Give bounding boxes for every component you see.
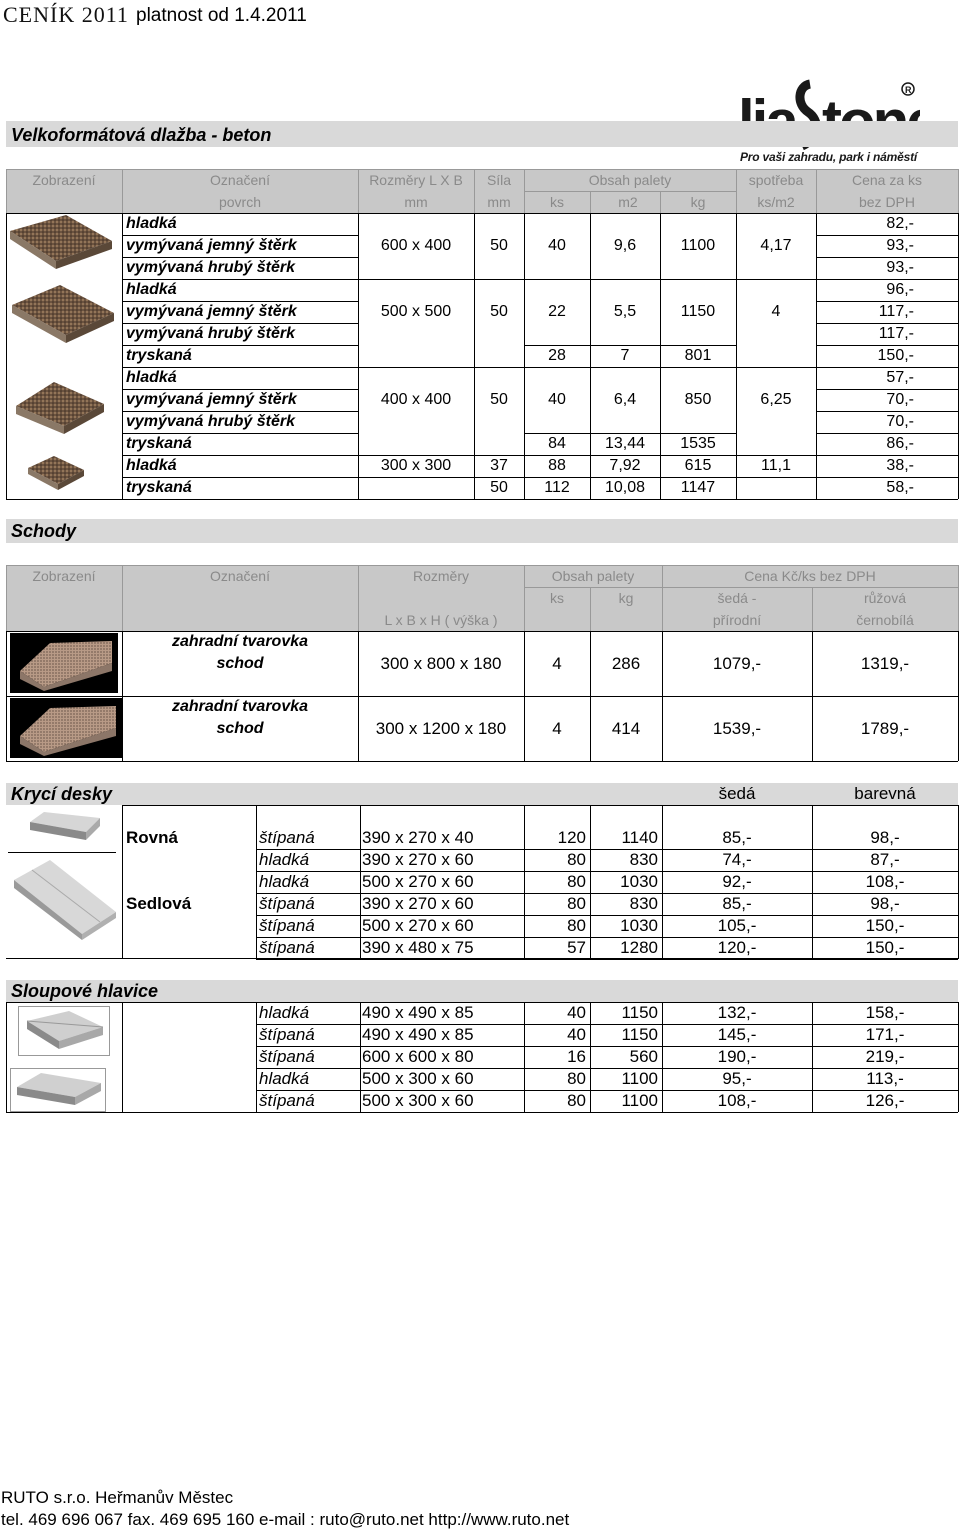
grid-line <box>256 1090 958 1091</box>
row-value: 1147 <box>680 479 716 496</box>
grid-line <box>958 805 959 959</box>
header-cell: ks <box>550 590 564 606</box>
coping-row-value: 500 x 270 x 60 <box>362 916 474 935</box>
coping-row-value: 150,- <box>865 938 905 957</box>
row-value: 6,25 <box>760 391 792 408</box>
grid-line <box>6 1112 958 1113</box>
grid-line <box>958 1002 959 1112</box>
grid-line <box>122 389 358 390</box>
coping-row-value: hladká <box>259 850 310 869</box>
grid-line <box>256 1068 958 1069</box>
header-divider <box>590 587 591 631</box>
step-stone-image <box>10 698 122 758</box>
post-cap-row-value: štípaná <box>259 1025 315 1044</box>
step-ks: 4 <box>552 654 562 673</box>
grid-line <box>122 345 358 346</box>
grid-line <box>256 1024 958 1025</box>
row-value: 22 <box>548 303 566 320</box>
grid-line <box>958 631 959 761</box>
grid-line <box>816 279 958 280</box>
grid-line <box>122 323 358 324</box>
row-value: 500 x 500 <box>380 303 452 320</box>
row-value: 6,4 <box>613 391 637 408</box>
grid-line <box>6 631 958 632</box>
grid-line <box>6 761 958 762</box>
grid-line <box>590 1002 591 1112</box>
grid-line <box>122 1002 123 1112</box>
grid-line <box>6 696 958 697</box>
header-divider <box>590 191 591 213</box>
coping-row-value: 85,- <box>722 828 752 847</box>
grid-line <box>6 213 7 499</box>
header-cell: černobílá <box>856 612 914 628</box>
grid-line <box>474 213 475 499</box>
grid-line <box>662 1002 663 1112</box>
post-cap-row-value: 219,- <box>865 1047 905 1066</box>
header-divider <box>660 191 661 213</box>
grid-line <box>256 959 958 960</box>
grid-line <box>524 805 525 959</box>
step-dim: 300 x 1200 x 180 <box>375 719 507 738</box>
post-cap-row-value: 158,- <box>865 1003 905 1022</box>
logo-tagline: Pro vaši zahradu, park i náměstí <box>740 150 918 164</box>
grid-line <box>816 235 958 236</box>
grid-line <box>122 367 358 368</box>
coping-row-value: 1140 <box>621 828 658 847</box>
header-divider <box>816 169 817 213</box>
coping-col-colour: barevná <box>854 784 916 803</box>
grid-line <box>122 301 358 302</box>
header-divider <box>662 565 663 631</box>
coping-col-grey: šedá <box>718 784 756 803</box>
section-title-steps: Schody <box>11 521 77 541</box>
header-divider <box>358 565 359 631</box>
grid-line <box>524 433 736 434</box>
grid-line <box>816 367 958 368</box>
grid-line <box>256 1046 958 1047</box>
grid-line <box>816 411 958 412</box>
post-cap-image <box>18 1006 110 1056</box>
grid-line <box>256 871 958 872</box>
header-cell: Zobrazení <box>32 568 96 584</box>
grid-line <box>8 852 116 853</box>
header-divider <box>958 169 959 213</box>
header-divider <box>958 565 959 631</box>
grid-line <box>816 499 958 500</box>
grid-line <box>590 213 591 499</box>
post-cap-row-value: 108,- <box>717 1091 757 1110</box>
header-cell: m2 <box>618 194 638 210</box>
grid-line <box>122 257 358 258</box>
step-price-pink: 1319,- <box>860 654 910 673</box>
grid-line <box>524 345 736 346</box>
post-cap-row-value: 500 x 300 x 60 <box>362 1091 474 1110</box>
grid-line <box>122 279 358 280</box>
header-cell: Obsah palety <box>588 172 672 188</box>
header-cell: kg <box>618 590 634 606</box>
grid-line <box>122 499 358 500</box>
step-kg: 414 <box>611 719 641 738</box>
row-value: 50 <box>490 391 508 408</box>
row-value: 7,92 <box>609 457 641 474</box>
page-header-validity: platnost od 1.4.2011 <box>136 5 307 26</box>
grid-line <box>816 477 958 478</box>
row-value: 7 <box>620 347 630 364</box>
post-cap-row-value: 126,- <box>865 1091 905 1110</box>
header-divider <box>6 169 7 213</box>
step-price-grey: 1539,- <box>712 719 762 738</box>
row-value: 84 <box>548 435 566 452</box>
grid-line <box>816 257 958 258</box>
grid-line <box>256 1002 257 1112</box>
coping-row-value: 1030 <box>620 872 658 891</box>
coping-row-value: 830 <box>629 894 658 913</box>
section-bar-steps <box>6 519 958 543</box>
grid-line <box>358 213 359 499</box>
post-cap-row-value: štípaná <box>259 1047 315 1066</box>
post-cap-row-value: 190,- <box>717 1047 757 1066</box>
coping-row-value: 80 <box>567 894 586 913</box>
post-cap-row-value: 80 <box>567 1069 586 1088</box>
grid-line <box>812 805 813 959</box>
row-value: 850 <box>684 391 712 408</box>
grid-line <box>122 411 358 412</box>
svg-text:R: R <box>905 85 912 95</box>
coping-row-value: 85,- <box>722 894 752 913</box>
row-value: 13,44 <box>604 435 646 452</box>
grid-line <box>122 213 123 499</box>
row-value: 1100 <box>680 237 716 254</box>
grid-line <box>6 499 122 500</box>
grid-line <box>6 958 958 959</box>
header-divider <box>524 565 525 631</box>
coping-row-value: 98,- <box>870 828 900 847</box>
row-value: 10,08 <box>604 479 646 496</box>
row-value: 615 <box>684 457 712 474</box>
post-cap-row-value: 600 x 600 x 80 <box>362 1047 474 1066</box>
coping-row-value: 390 x 480 x 75 <box>362 938 474 957</box>
header-cell: ks <box>550 194 564 210</box>
step-name: schod <box>216 720 264 737</box>
header-cell: Označení <box>210 172 270 188</box>
coping-row-value: 1030 <box>620 916 658 935</box>
row-value: 37 <box>490 457 508 474</box>
row-value: 58,- <box>886 479 914 496</box>
post-cap-row-value: 171,- <box>865 1025 905 1044</box>
paving-stone-image <box>8 213 114 273</box>
grid-line <box>122 213 358 214</box>
grid-line <box>122 477 358 478</box>
post-cap-row-value: 16 <box>567 1047 586 1066</box>
coping-row-value: hladká <box>259 872 310 891</box>
row-value: 4 <box>771 303 781 320</box>
grid-line <box>256 805 257 959</box>
header-divider <box>812 587 813 631</box>
post-cap-row-value: 145,- <box>717 1025 757 1044</box>
step-name: schod <box>216 655 264 672</box>
coping-row-value: 74,- <box>722 850 752 869</box>
row-surface: vymývaná jemný štěrk <box>126 391 297 408</box>
row-value: 112 <box>544 479 570 496</box>
grid-line <box>358 455 816 456</box>
header-cell: ks/m2 <box>757 194 795 210</box>
grid-line <box>122 805 123 959</box>
grid-line <box>360 805 361 959</box>
row-value: 70,- <box>886 391 914 408</box>
row-surface: hladká <box>126 281 177 298</box>
post-cap-row-value: štípaná <box>259 1091 315 1110</box>
coping-row-value: 390 x 270 x 60 <box>362 850 474 869</box>
coping-image <box>28 810 102 848</box>
grid-line <box>662 805 663 959</box>
coping-row-value: 57 <box>567 938 586 957</box>
header-divider <box>474 169 475 213</box>
grid-line <box>122 235 358 236</box>
header-cell: Označení <box>210 568 270 584</box>
grid-line <box>524 213 525 499</box>
grid-line <box>358 279 816 280</box>
coping-row-value: štípaná <box>259 894 315 913</box>
header-cell: Rozměry L X B <box>369 172 463 188</box>
coping-row-value: 830 <box>629 850 658 869</box>
grid-line <box>122 455 358 456</box>
row-value: 93,- <box>886 237 914 254</box>
header-line <box>6 565 958 566</box>
post-cap-row-value: 1100 <box>621 1091 658 1110</box>
grid-line <box>660 213 661 499</box>
row-surface: tryskaná <box>126 347 192 364</box>
header-line <box>524 587 958 588</box>
coping-row-value: 390 x 270 x 60 <box>362 894 474 913</box>
step-name: zahradní tvarovka <box>171 633 309 650</box>
row-value: 93,- <box>886 259 914 276</box>
footer-company: RUTO s.r.o. Heřmanův Městec <box>1 1488 234 1507</box>
header-line <box>6 169 958 170</box>
grid-line <box>6 1002 958 1003</box>
row-value: 57,- <box>886 369 914 386</box>
grid-line <box>816 301 958 302</box>
row-value: 96,- <box>886 281 914 298</box>
coping-row-value: 87,- <box>870 850 900 869</box>
row-surface: hladká <box>126 369 177 386</box>
post-cap-row-value: 40 <box>567 1025 586 1044</box>
row-value: 40 <box>548 237 566 254</box>
row-value: 4,17 <box>760 237 792 254</box>
post-cap-row-value: 1150 <box>621 1003 658 1022</box>
row-value: 50 <box>490 237 508 254</box>
header-cell: přírodní <box>712 612 762 628</box>
coping-type-flat: Rovná <box>126 828 178 847</box>
coping-row-value: štípaná <box>259 828 315 847</box>
header-divider <box>358 169 359 213</box>
grid-line <box>256 849 958 850</box>
row-value: 1150 <box>680 303 716 320</box>
header-divider <box>6 565 7 631</box>
row-value: 88 <box>548 457 566 474</box>
row-value: 11,1 <box>761 457 791 474</box>
header-cell: povrch <box>218 194 262 210</box>
header-divider <box>122 169 123 213</box>
row-surface: tryskaná <box>126 479 192 496</box>
step-price-pink: 1789,- <box>860 719 910 738</box>
coping-row-value: 108,- <box>865 872 905 891</box>
header-cell: mm <box>487 194 511 210</box>
header-cell: spotřeba <box>748 172 804 188</box>
coping-row-value: 390 x 270 x 40 <box>362 828 474 847</box>
grid-line <box>816 345 958 346</box>
row-surface: vymývaná hrubý štěrk <box>126 413 295 430</box>
grid-line <box>816 323 958 324</box>
grid-line <box>816 213 958 214</box>
grid-line <box>358 213 816 214</box>
grid-line <box>816 433 958 434</box>
row-value: 1535 <box>680 435 716 452</box>
row-value: 50 <box>490 479 508 496</box>
coping-row-value: 1280 <box>620 938 658 957</box>
coping-row-value: 120 <box>557 828 586 847</box>
row-surface: tryskaná <box>126 435 192 452</box>
row-value: 5,5 <box>613 303 637 320</box>
coping-row-value: 120,- <box>717 938 757 957</box>
row-value: 117,- <box>878 303 914 320</box>
row-value: 400 x 400 <box>380 391 452 408</box>
coping-row-value: štípaná <box>259 938 315 957</box>
row-value: 801 <box>684 347 712 364</box>
coping-row-value: štípaná <box>259 916 315 935</box>
row-value: 70,- <box>886 413 914 430</box>
grid-line <box>360 1002 361 1112</box>
row-surface: hladká <box>126 215 177 232</box>
step-price-grey: 1079,- <box>712 654 762 673</box>
section-title-paving: Velkoformátová dlažba - beton <box>11 125 272 145</box>
header-cell: Cena Kč/ks bez DPH <box>744 568 876 584</box>
post-cap-row-value: 95,- <box>722 1069 752 1088</box>
post-cap-row-value: 1100 <box>621 1069 658 1088</box>
post-cap-row-value: hladká <box>259 1003 310 1022</box>
row-value: 117,- <box>878 325 914 342</box>
header-divider <box>736 169 737 213</box>
coping-row-value: 500 x 270 x 60 <box>362 872 474 891</box>
paving-stone-image <box>26 454 86 494</box>
coping-row-value: 105,- <box>717 916 757 935</box>
step-stone-image <box>10 633 118 693</box>
header-cell: růžová <box>863 590 907 606</box>
header-cell: Zobrazení <box>32 172 96 188</box>
step-ks: 4 <box>552 719 562 738</box>
paving-stone-image <box>10 283 116 347</box>
grid-line <box>256 893 958 894</box>
coping-type-saddle: Sedlová <box>126 894 192 913</box>
post-cap-row-value: 40 <box>567 1003 586 1022</box>
grid-line <box>816 389 958 390</box>
grid-line <box>122 433 358 434</box>
grid-line <box>358 499 816 500</box>
grid-line <box>358 367 816 368</box>
header-cell: bez DPH <box>858 194 916 210</box>
post-cap-row-value: 490 x 490 x 85 <box>362 1003 474 1022</box>
grid-line <box>6 1002 7 1112</box>
header-divider <box>122 565 123 631</box>
grid-line <box>958 213 959 499</box>
post-cap-row-value: 132,- <box>717 1003 757 1022</box>
header-cell: mm <box>404 194 428 210</box>
row-value: 300 x 300 <box>380 457 452 474</box>
row-surface: vymývaná hrubý štěrk <box>126 325 295 342</box>
post-cap-row-value: hladká <box>259 1069 310 1088</box>
grid-line <box>590 805 591 959</box>
header-cell: Obsah palety <box>551 568 635 584</box>
row-value: 50 <box>490 303 508 320</box>
coping-row-value: 98,- <box>870 894 900 913</box>
grid-line <box>524 1002 525 1112</box>
post-cap-row-value: 560 <box>629 1047 658 1066</box>
coping-row-value: 80 <box>567 916 586 935</box>
row-surface: hladká <box>126 457 177 474</box>
row-value: 150,- <box>877 347 914 364</box>
header-cell: Síla <box>486 172 512 188</box>
header-cell: L x B x H ( výška ) <box>384 612 498 628</box>
post-cap-row-value: 1150 <box>621 1025 658 1044</box>
row-surface: vymývaná jemný štěrk <box>126 303 297 320</box>
section-title-post-caps: Sloupové hlavice <box>11 981 159 1001</box>
coping-row-value: 150,- <box>865 916 905 935</box>
post-cap-row-value: 490 x 490 x 85 <box>362 1025 474 1044</box>
coping-row-value: 92,- <box>722 872 752 891</box>
row-value: 9,6 <box>613 237 637 254</box>
header-line <box>524 191 736 192</box>
post-cap-row-value: 500 x 300 x 60 <box>362 1069 474 1088</box>
row-value: 82,- <box>886 215 914 232</box>
post-cap-image <box>10 1068 106 1112</box>
coping-row-value: 80 <box>567 872 586 891</box>
header-cell: kg <box>690 194 706 210</box>
coping-image <box>10 856 118 942</box>
grid-line <box>256 937 958 938</box>
step-name: zahradní tvarovka <box>171 698 309 715</box>
coping-row-value: 80 <box>567 850 586 869</box>
row-value: 28 <box>548 347 566 364</box>
row-surface: vymývaná hrubý štěrk <box>126 259 295 276</box>
step-kg: 286 <box>611 654 641 673</box>
grid-line <box>474 477 736 478</box>
grid-line <box>812 1002 813 1112</box>
paving-stone-image <box>14 380 106 436</box>
row-value: 40 <box>548 391 566 408</box>
page-header-cenik: CENÍK 2011 <box>3 2 129 27</box>
header-cell: Cena za ks <box>851 172 923 188</box>
post-cap-row-value: 113,- <box>866 1069 904 1088</box>
row-value: 38,- <box>886 457 914 474</box>
grid-line <box>816 213 817 499</box>
grid-line <box>256 915 958 916</box>
grid-line <box>736 213 737 499</box>
row-surface: vymývaná jemný štěrk <box>126 237 297 254</box>
header-cell: Rozměry <box>412 568 469 584</box>
post-cap-row-value: 80 <box>567 1091 586 1110</box>
row-value: 600 x 400 <box>380 237 452 254</box>
grid-line <box>122 805 958 806</box>
grid-line <box>816 455 958 456</box>
header-cell: šedá - <box>717 590 757 606</box>
section-title-coping: Krycí desky <box>11 784 113 804</box>
step-dim: 300 x 800 x 180 <box>380 654 502 673</box>
row-value: 86,- <box>886 435 914 452</box>
footer-contact: tel. 469 696 067 fax. 469 695 160 e-mail : ruto@ruto.net http://www.ruto.net <box>1 1510 570 1529</box>
